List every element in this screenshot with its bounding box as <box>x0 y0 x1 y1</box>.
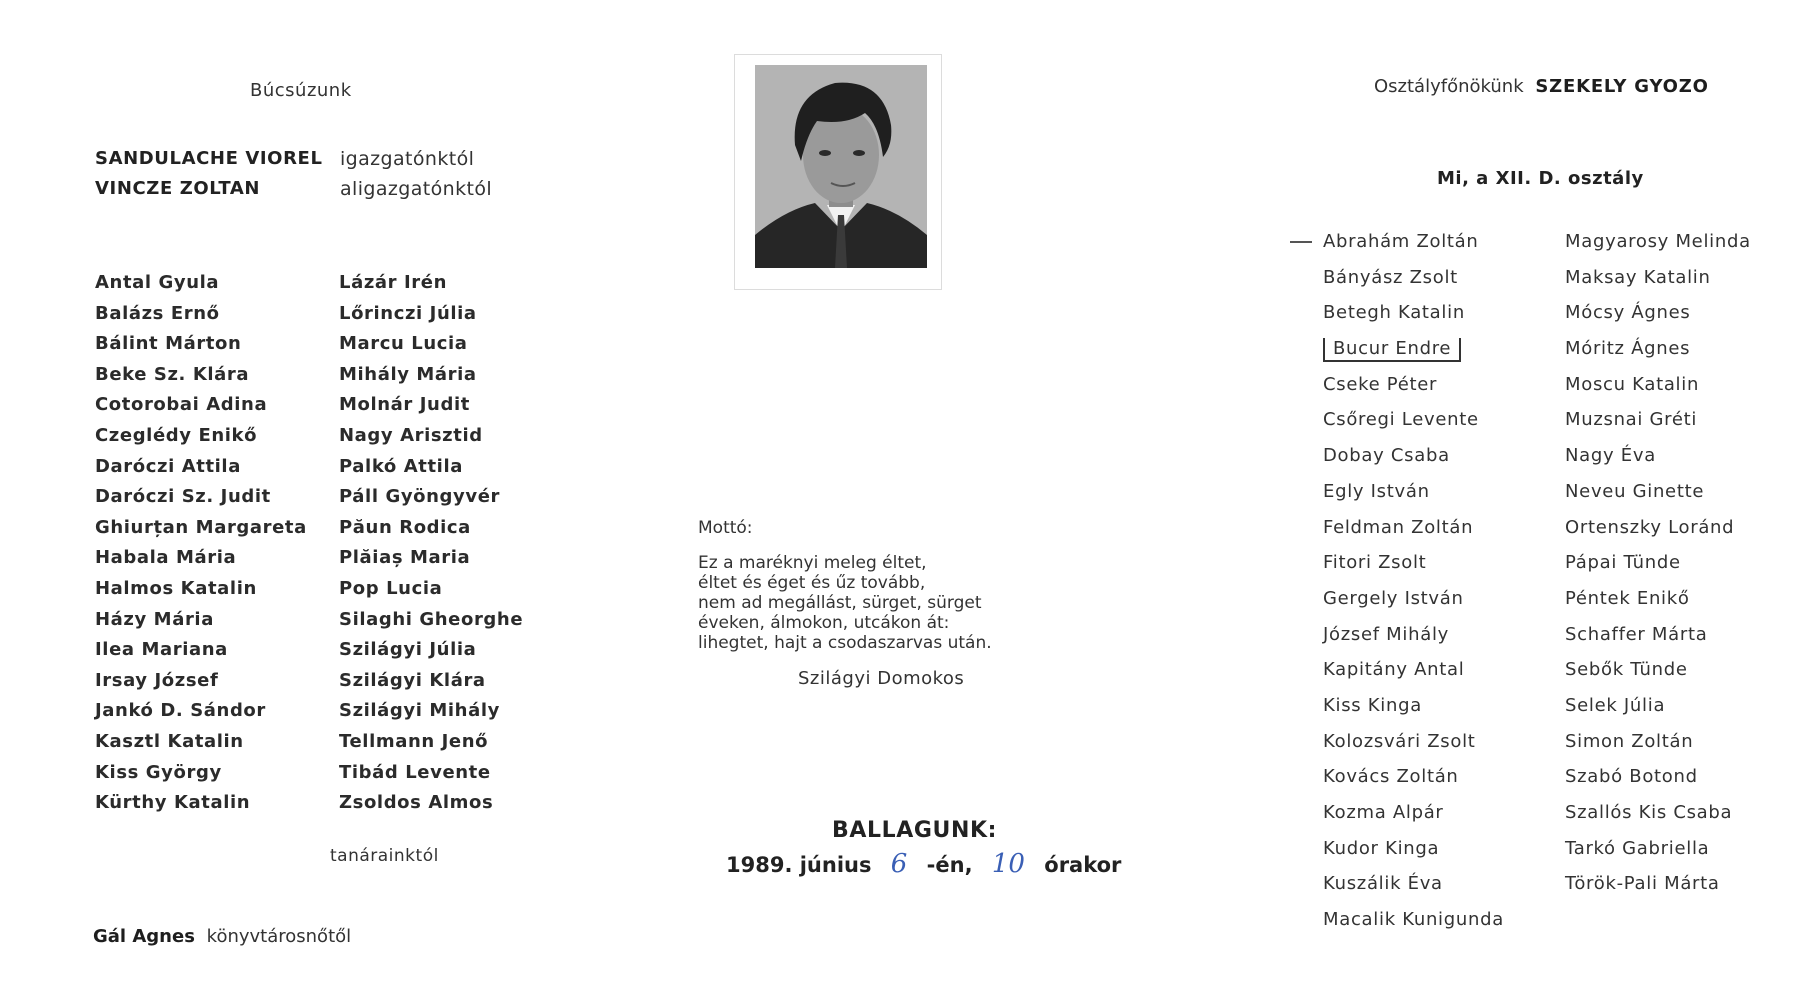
teacher-name: Czeglédy Enikő <box>95 424 258 446</box>
student-name: Szallós Kis Csaba <box>1565 802 1733 823</box>
student-name: Török-Pali Márta <box>1565 873 1720 895</box>
librarian-name: Gál Agnes <box>93 926 195 947</box>
student-name: Dobay Csaba <box>1323 445 1450 467</box>
teacher-name: Tellmann Jenő <box>339 730 489 752</box>
student-name: Kolozsvári Zsolt <box>1323 730 1476 752</box>
student-name <box>1323 331 1504 367</box>
teacher-name: Halmos Katalin <box>95 577 257 599</box>
farewell-heading: Búcsúzunk <box>250 80 352 101</box>
student-name: Kovács Zoltán <box>1323 766 1459 788</box>
teacher-name: Nagy Arisztid <box>339 424 483 446</box>
student-name: Magyarosy Melinda <box>1565 231 1751 252</box>
student-name: Muzsnai Gréti <box>1565 409 1698 431</box>
teacher-name: Jankó D. Sándor <box>95 700 266 722</box>
student-name: Kapitány Antal <box>1323 659 1465 681</box>
student-name: Kiss Kinga <box>1323 694 1422 716</box>
student-name: Moscu Katalin <box>1565 373 1700 395</box>
student-name: Szabó Botond <box>1565 766 1698 788</box>
student-name: Simon Zoltán <box>1565 730 1694 752</box>
teacher-name: Lázár Irén <box>339 272 447 293</box>
teacher-name: Cotorobai Adina <box>95 394 268 416</box>
graduation-date-line <box>726 849 1121 879</box>
teacher-name: Molnár Judit <box>339 394 470 416</box>
teacher-name: Bálint Márton <box>95 333 242 355</box>
teacher-name: Zsoldos Almos <box>339 792 494 814</box>
teacher-name: Szilágyi Klára <box>339 669 486 691</box>
student-name: Kozma Alpár <box>1323 802 1444 823</box>
teacher-name: Palkó Attila <box>339 455 463 477</box>
teacher-name: Balázs Ernő <box>95 302 220 324</box>
student-name: Kudor Kinga <box>1323 837 1440 859</box>
student-name: Cseke Péter <box>1323 373 1438 395</box>
teacher-name: Mihály Mária <box>339 363 477 385</box>
teacher-name: Daróczi Sz. Judit <box>95 486 271 508</box>
student-name: Neveu Ginette <box>1565 480 1705 502</box>
student-name: Macalik Kunigunda <box>1323 909 1504 931</box>
teacher-name: Tibád Levente <box>339 761 491 783</box>
teacher-list-column-2 <box>339 268 523 819</box>
student-name: Péntek Enikő <box>1565 587 1690 609</box>
student-name: Csőregi Levente <box>1323 409 1479 431</box>
teacher-name: Páll Gyöngyvér <box>339 486 500 508</box>
student-name: Tarkó Gabriella <box>1565 837 1710 859</box>
graduation-day-handwritten: 6 <box>890 849 908 879</box>
teacher-name: Beke Sz. Klára <box>95 363 250 385</box>
motto-text: Ez a maréknyi meleg éltet, éltet és éget és űz tovább, nem ad megállást, sürget, sürget éveken, álmokon, utcákon át: lihegtet, hajt a csodaszarvas után. <box>698 553 992 653</box>
librarian-line <box>93 926 351 947</box>
teacher-name: Irsay József <box>95 669 219 691</box>
student-name: József Mihály <box>1323 623 1450 645</box>
student-name: Mócsy Ágnes <box>1565 302 1691 324</box>
teacher-name: Silaghi Gheorghe <box>339 608 524 630</box>
student-name: Fitori Zsolt <box>1323 552 1427 574</box>
student-name: Abrahám Zoltán <box>1323 231 1479 252</box>
teacher-name: Habala Mária <box>95 547 237 569</box>
student-name: Nagy Éva <box>1565 445 1656 467</box>
head-teacher-name: SZEKELY GYOZO <box>1535 76 1709 97</box>
vice-principal-role: aligazgatónktól <box>340 178 493 200</box>
tick-mark <box>1290 241 1312 243</box>
teacher-name: Antal Gyula <box>95 272 220 293</box>
teacher-name: Ghiurțan Margareta <box>95 516 307 538</box>
teacher-name: Pop Lucia <box>339 577 443 599</box>
teacher-name: Marcu Lucia <box>339 333 468 355</box>
teacher-name: Szilágyi Júlia <box>339 639 477 661</box>
student-list-column-1 <box>1323 224 1504 938</box>
teacher-name: Kürthy Katalin <box>95 792 251 814</box>
student-name: Schaffer Márta <box>1565 623 1708 645</box>
graduation-date-suffix: órakor <box>1044 853 1122 877</box>
student-name: Maksay Katalin <box>1565 266 1711 288</box>
librarian-role: könyvtárosnőtől <box>206 926 352 947</box>
head-teacher-line <box>1374 76 1709 97</box>
graduation-title: BALLAGUNK: <box>832 818 998 843</box>
student-name: Sebők Tünde <box>1565 659 1688 681</box>
student-list-column-2 <box>1565 224 1751 902</box>
vice-principal-name: VINCZE ZOLTAN <box>95 178 261 199</box>
head-teacher-portrait <box>755 65 927 268</box>
portrait-photo-frame <box>734 54 942 290</box>
teacher-name: Daróczi Attila <box>95 455 241 477</box>
teacher-name: Házy Mária <box>95 608 214 630</box>
teacher-name: Kiss György <box>95 761 222 783</box>
principal-role: igazgatónktól <box>340 148 475 170</box>
principal-name: SANDULACHE VIOREL <box>95 148 323 169</box>
teacher-list-column-1 <box>95 268 307 819</box>
teacher-name: Szilágyi Mihály <box>339 700 500 722</box>
student-name: Móritz Ágnes <box>1565 338 1691 360</box>
student-name: Bányász Zsolt <box>1323 266 1458 288</box>
student-name: Pápai Tünde <box>1565 552 1681 574</box>
motto-author: Szilágyi Domokos <box>798 668 965 689</box>
portrait-image <box>755 65 927 268</box>
teacher-name: Plăiaș Maria <box>339 547 471 569</box>
graduation-date-prefix: 1989. június <box>726 853 872 877</box>
teachers-role: tanárainktól <box>330 846 439 866</box>
teacher-name: Kasztl Katalin <box>95 730 244 752</box>
teacher-name: Ilea Mariana <box>95 639 228 661</box>
student-name: Feldman Zoltán <box>1323 516 1474 538</box>
student-name: Betegh Katalin <box>1323 302 1465 324</box>
head-teacher-prefix: Osztályfőnökünk <box>1374 76 1524 97</box>
student-name: Kuszálik Éva <box>1323 873 1443 895</box>
motto-label: Mottó: <box>698 518 753 538</box>
class-title: Mi, a XII. D. osztály <box>1437 168 1644 189</box>
highlighted-student-name: Bucur Endre <box>1323 338 1461 362</box>
graduation-hour-handwritten: 10 <box>991 849 1025 879</box>
student-name: Selek Júlia <box>1565 694 1666 716</box>
student-name: Gergely István <box>1323 587 1464 609</box>
student-name: Egly István <box>1323 480 1430 502</box>
graduation-date-mid: -én, <box>926 853 973 877</box>
teacher-name: Păun Rodica <box>339 516 471 538</box>
student-name: Ortenszky Loránd <box>1565 516 1735 538</box>
teacher-name: Lőrinczi Júlia <box>339 302 477 324</box>
